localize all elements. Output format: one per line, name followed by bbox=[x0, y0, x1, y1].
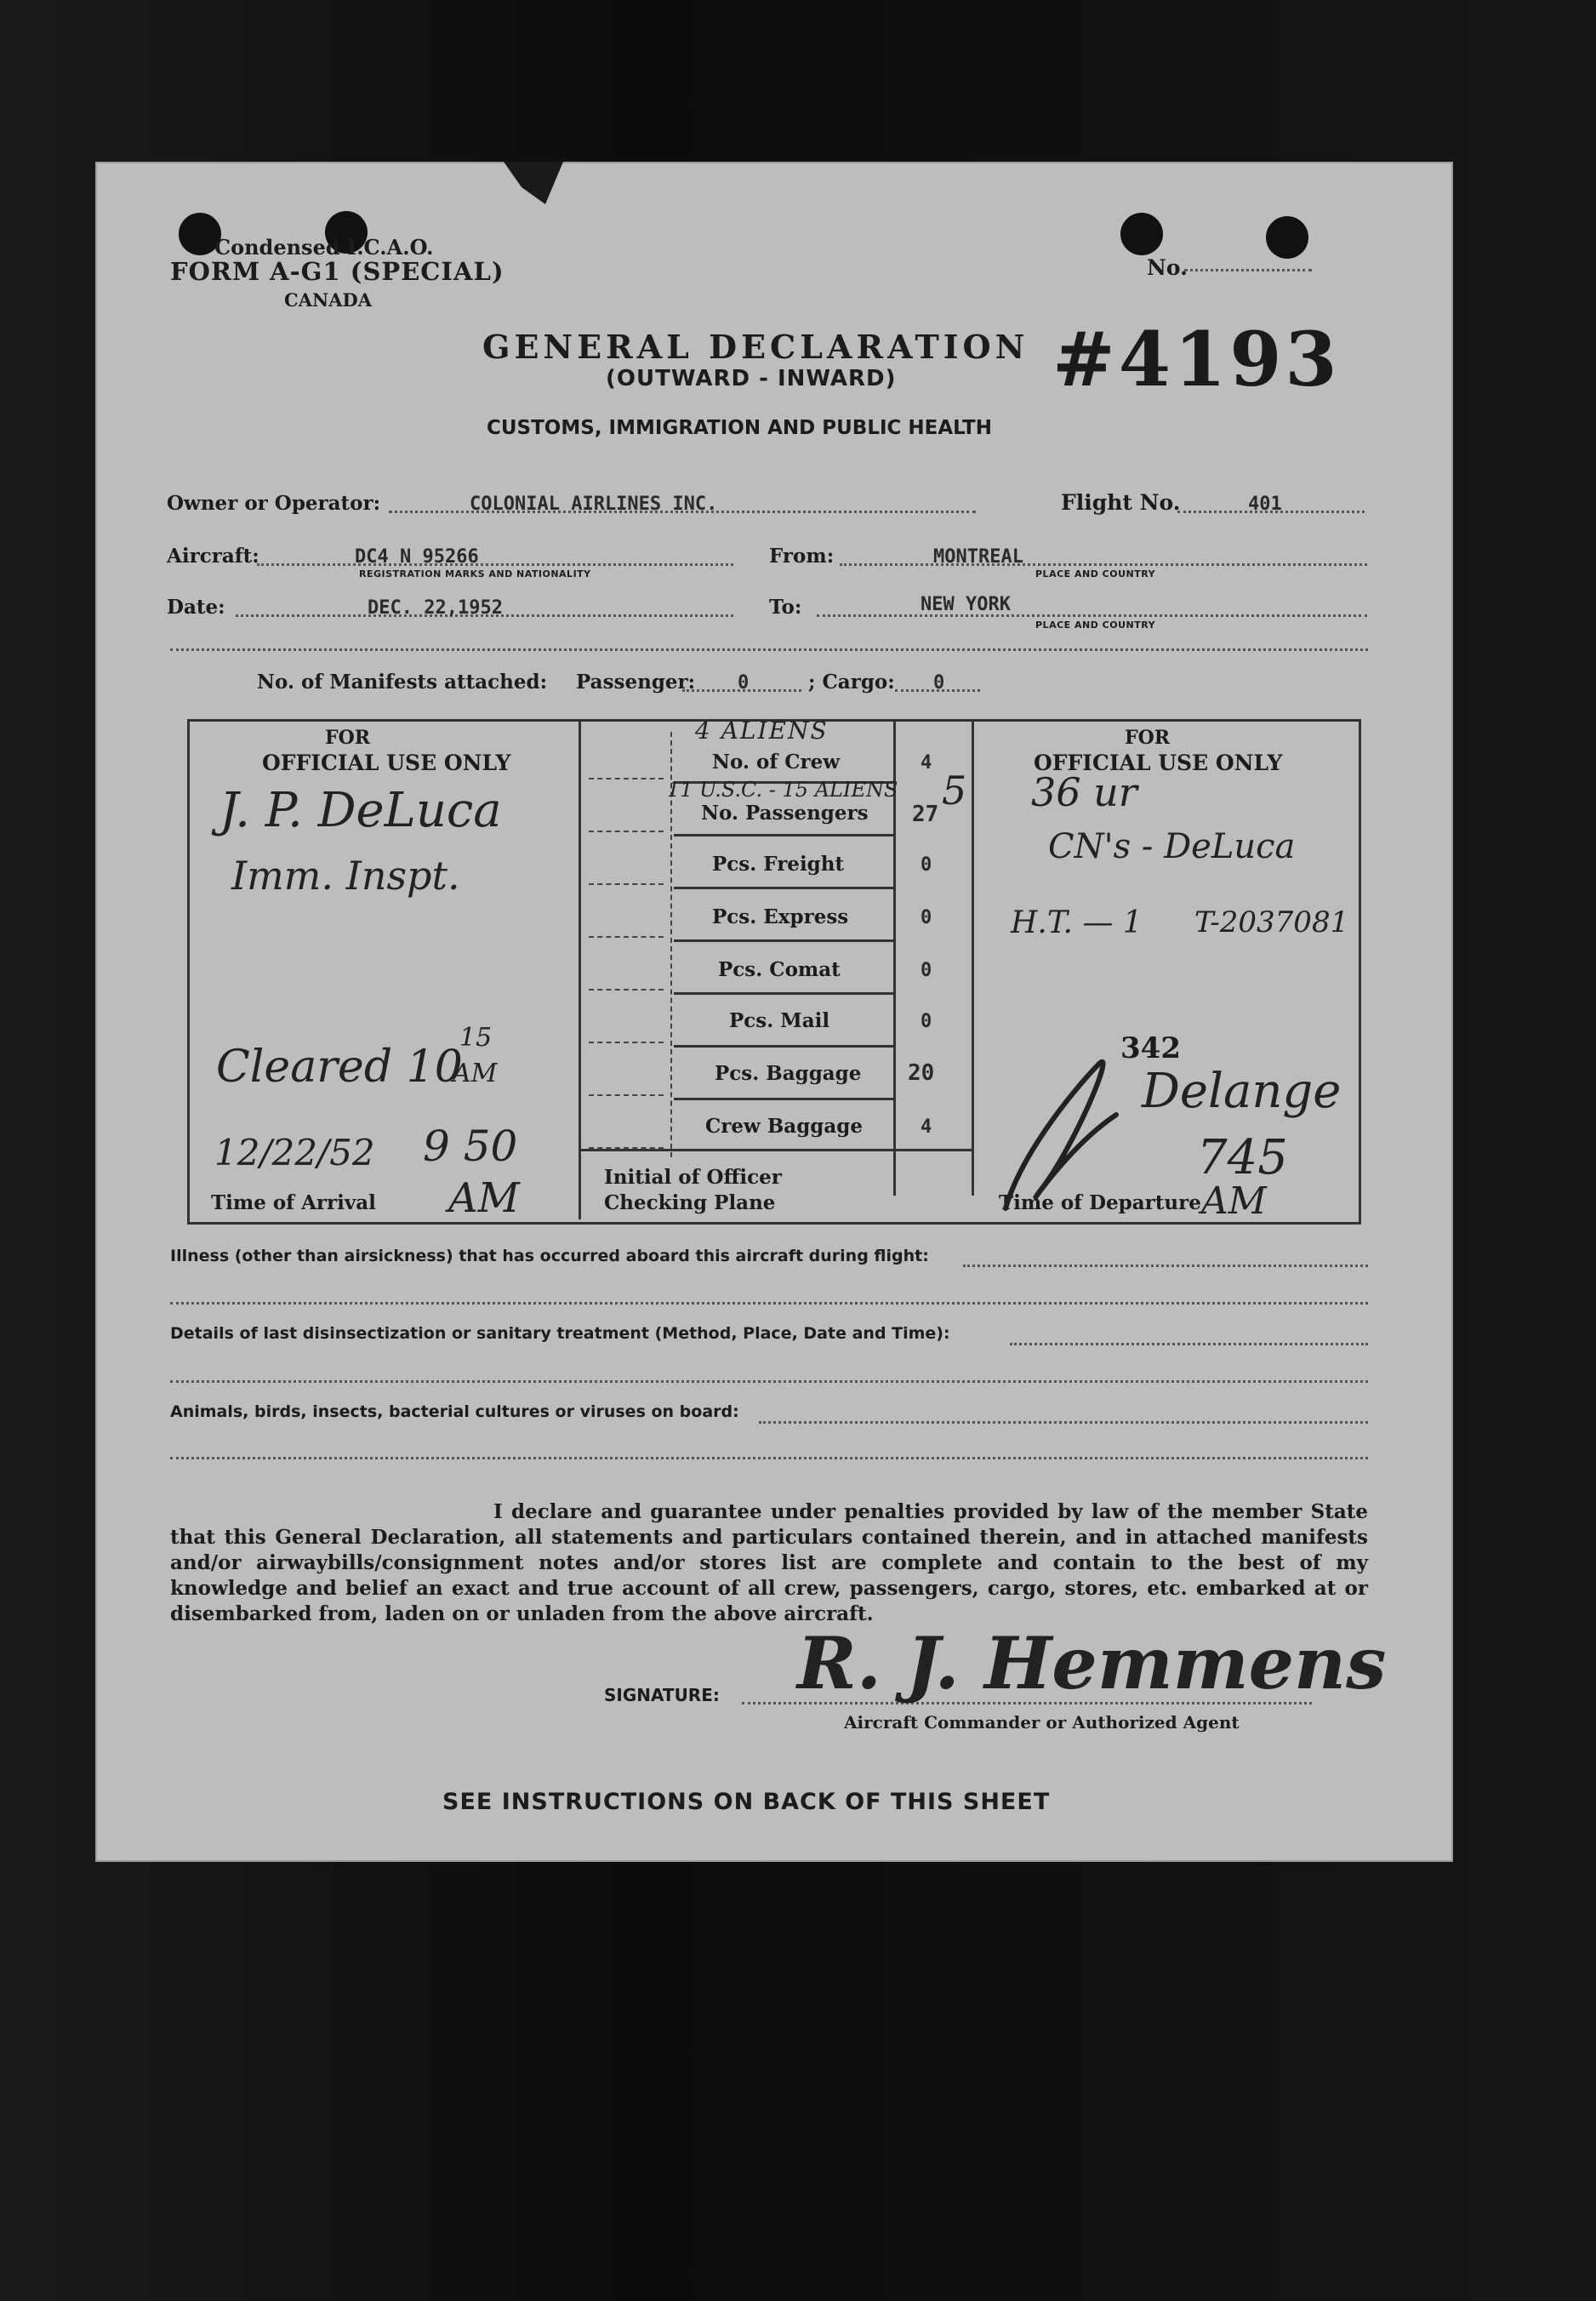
date-label: Date: bbox=[167, 596, 225, 619]
animals-line bbox=[759, 1421, 1368, 1424]
time-of-arrival-label: Time of Arrival bbox=[211, 1191, 376, 1214]
time-of-departure-label: Time of Departure bbox=[999, 1191, 1201, 1214]
initial-box-line bbox=[589, 778, 664, 779]
flight-value: 401 bbox=[1248, 494, 1282, 515]
punch-hole bbox=[1120, 213, 1163, 255]
handwritten-right-note-3: H.T. — 1 bbox=[1011, 905, 1143, 940]
no-line bbox=[1184, 269, 1312, 271]
row-line bbox=[674, 1098, 893, 1100]
left-official-header-2: OFFICIAL USE ONLY bbox=[262, 751, 511, 775]
handwritten-departure-am: AM bbox=[1201, 1179, 1267, 1223]
row-express-value: 0 bbox=[921, 907, 932, 928]
handwritten-right-note-4: T-2037081 bbox=[1194, 905, 1349, 939]
row-line bbox=[674, 834, 893, 836]
row-crew-baggage-label: Crew Baggage bbox=[705, 1115, 863, 1138]
row-freight-label: Pcs. Freight bbox=[712, 853, 845, 876]
to-value: NEW YORK bbox=[921, 594, 1011, 615]
row-line bbox=[579, 1149, 972, 1151]
animals-label: Animals, birds, insects, bacterial cultures or viruses on board: bbox=[170, 1402, 739, 1421]
handwritten-arrival-date: 12/22/52 bbox=[214, 1132, 375, 1173]
illness-line-2 bbox=[170, 1302, 1368, 1305]
disinsection-line-2 bbox=[170, 1380, 1368, 1383]
aircraft-line bbox=[257, 563, 733, 566]
manifest-passenger-value: 0 bbox=[738, 672, 750, 694]
subheading: CUSTOMS, IMMIGRATION AND PUBLIC HEALTH bbox=[487, 417, 992, 439]
from-value: MONTREAL bbox=[933, 546, 1023, 568]
handwritten-inspector-title: Imm. Inspt. bbox=[231, 853, 460, 899]
row-passengers-value: 27 bbox=[912, 802, 939, 827]
handwritten-file-number: #4193 bbox=[1052, 315, 1341, 403]
handwritten-officer-signature: Delange bbox=[1142, 1064, 1342, 1119]
row-crew-label: No. of Crew bbox=[712, 751, 841, 774]
signature-caption: Aircraft Commander or Authorized Agent bbox=[844, 1712, 1240, 1733]
torn-corner bbox=[504, 162, 563, 204]
declaration-text: I declare and guarantee under penalties provided by law of the member State that this General Declaration, all statements and particulars contained therein, and in attached manifests and/or airwaybills/consignment notes and/or stores list are complete and contain to the best of my knowledge and belief an exact and true account of all crew, passengers, cargo, stores, etc. embarked at or disembarked from, laden on or unladen from the above aircraft. bbox=[170, 1500, 1368, 1625]
handwritten-right-note-2: CN's - DeLuca bbox=[1048, 827, 1296, 866]
left-official-header-1: FOR bbox=[325, 727, 371, 749]
right-official-header-1: FOR bbox=[1125, 727, 1171, 749]
illness-label: Illness (other than airsickness) that has occurred aboard this aircraft during flight: bbox=[170, 1247, 929, 1265]
row-express-label: Pcs. Express bbox=[712, 905, 849, 928]
row-comat-value: 0 bbox=[921, 960, 932, 981]
handwritten-right-note-1: 36 ur bbox=[1031, 769, 1137, 815]
condensed-label: Condensed I.C.A.O. bbox=[214, 235, 434, 260]
manifests-label: No. of Manifests attached: bbox=[257, 671, 548, 694]
right-official-header-2: OFFICIAL USE ONLY bbox=[1034, 751, 1283, 775]
row-mail-value: 0 bbox=[921, 1011, 932, 1032]
manifest-passenger-label: Passenger: bbox=[576, 671, 696, 694]
to-label: To: bbox=[769, 596, 802, 619]
handwritten-passenger-correction: 5 bbox=[942, 768, 967, 814]
owner-value: COLONIAL AIRLINES INC. bbox=[470, 494, 718, 515]
initials-scribble bbox=[972, 1047, 1142, 1225]
row-crew-baggage-value: 4 bbox=[921, 1116, 932, 1138]
row-line bbox=[674, 1045, 893, 1048]
declaration-form bbox=[95, 162, 1453, 1862]
document-title: GENERAL DECLARATION bbox=[482, 328, 1029, 366]
initial-box-line bbox=[589, 989, 664, 991]
no-label: No. bbox=[1147, 255, 1188, 280]
handwritten-arrival-am: AM bbox=[448, 1174, 520, 1222]
owner-label: Owner or Operator: bbox=[167, 492, 381, 515]
handwritten-arrival-time: 9 50 bbox=[423, 1122, 518, 1171]
row-line bbox=[674, 939, 893, 942]
row-line bbox=[674, 887, 893, 889]
from-label: From: bbox=[769, 545, 835, 568]
handwritten-cleared-time: Cleared 10 bbox=[216, 1042, 463, 1093]
form-number: FORM A-G1 (SPECIAL) bbox=[170, 257, 504, 286]
aircraft-label: Aircraft: bbox=[167, 545, 259, 568]
handwritten-baggage-note: 342 bbox=[1120, 1031, 1181, 1065]
initial-of-officer-label: Initial of Officer bbox=[604, 1166, 782, 1189]
to-line bbox=[817, 614, 1367, 617]
illness-line bbox=[963, 1265, 1368, 1267]
manifest-cargo-value: 0 bbox=[933, 672, 945, 694]
instructions-footer: SEE INSTRUCTIONS ON BACK OF THIS SHEET bbox=[442, 1789, 1051, 1815]
handwritten-departure-time: 745 bbox=[1197, 1130, 1288, 1185]
flight-label: Flight No. bbox=[1061, 490, 1181, 515]
initial-box-line bbox=[589, 831, 664, 832]
checking-plane-label: Checking Plane bbox=[604, 1191, 776, 1214]
aircraft-value: DC4 N 95266 bbox=[355, 546, 479, 568]
handwritten-cleared-am: AM bbox=[453, 1059, 498, 1088]
disinsection-line bbox=[1010, 1343, 1368, 1345]
signature-label: SIGNATURE: bbox=[604, 1685, 720, 1705]
registration-caption: REGISTRATION MARKS AND NATIONALITY bbox=[359, 568, 591, 580]
to-caption: PLACE AND COUNTRY bbox=[1035, 620, 1156, 631]
disinsection-label: Details of last disinsectization or sanitary treatment (Method, Place, Date and Time): bbox=[170, 1324, 950, 1343]
row-baggage-label: Pcs. Baggage bbox=[715, 1062, 862, 1085]
row-passengers-label: No. Passengers bbox=[701, 802, 869, 825]
animals-line-2 bbox=[170, 1457, 1368, 1459]
handwritten-passenger-note: 11 U.S.C. - 15 ALIENS bbox=[667, 778, 898, 802]
handwritten-crew-note: 4 ALIENS bbox=[695, 717, 829, 745]
date-value: DEC. 22,1952 bbox=[368, 597, 503, 619]
from-caption: PLACE AND COUNTRY bbox=[1035, 568, 1156, 580]
initial-box-line bbox=[589, 883, 664, 885]
punch-hole bbox=[1266, 216, 1308, 259]
row-mail-label: Pcs. Mail bbox=[729, 1009, 830, 1032]
initial-box-line bbox=[589, 1094, 664, 1096]
commander-signature: R. J. Hemmens bbox=[797, 1621, 1387, 1705]
handwritten-inspector-signature: J. P. DeLuca bbox=[219, 783, 502, 838]
row-baggage-value: 20 bbox=[908, 1060, 935, 1086]
initial-box-line bbox=[589, 936, 664, 938]
manifest-cargo-label: ; Cargo: bbox=[808, 671, 895, 694]
row-line bbox=[674, 992, 893, 995]
handwritten-cleared-minutes: 15 bbox=[459, 1023, 493, 1053]
country-label: CANADA bbox=[284, 289, 373, 311]
initial-box-line bbox=[589, 1042, 664, 1043]
row-crew-value: 4 bbox=[921, 752, 932, 774]
from-line bbox=[840, 563, 1367, 566]
table-divider bbox=[579, 719, 581, 1219]
document-subtitle: (OUTWARD - INWARD) bbox=[606, 366, 897, 391]
row-freight-value: 0 bbox=[921, 854, 932, 876]
row-comat-label: Pcs. Comat bbox=[718, 958, 841, 981]
separator-line bbox=[170, 648, 1368, 651]
